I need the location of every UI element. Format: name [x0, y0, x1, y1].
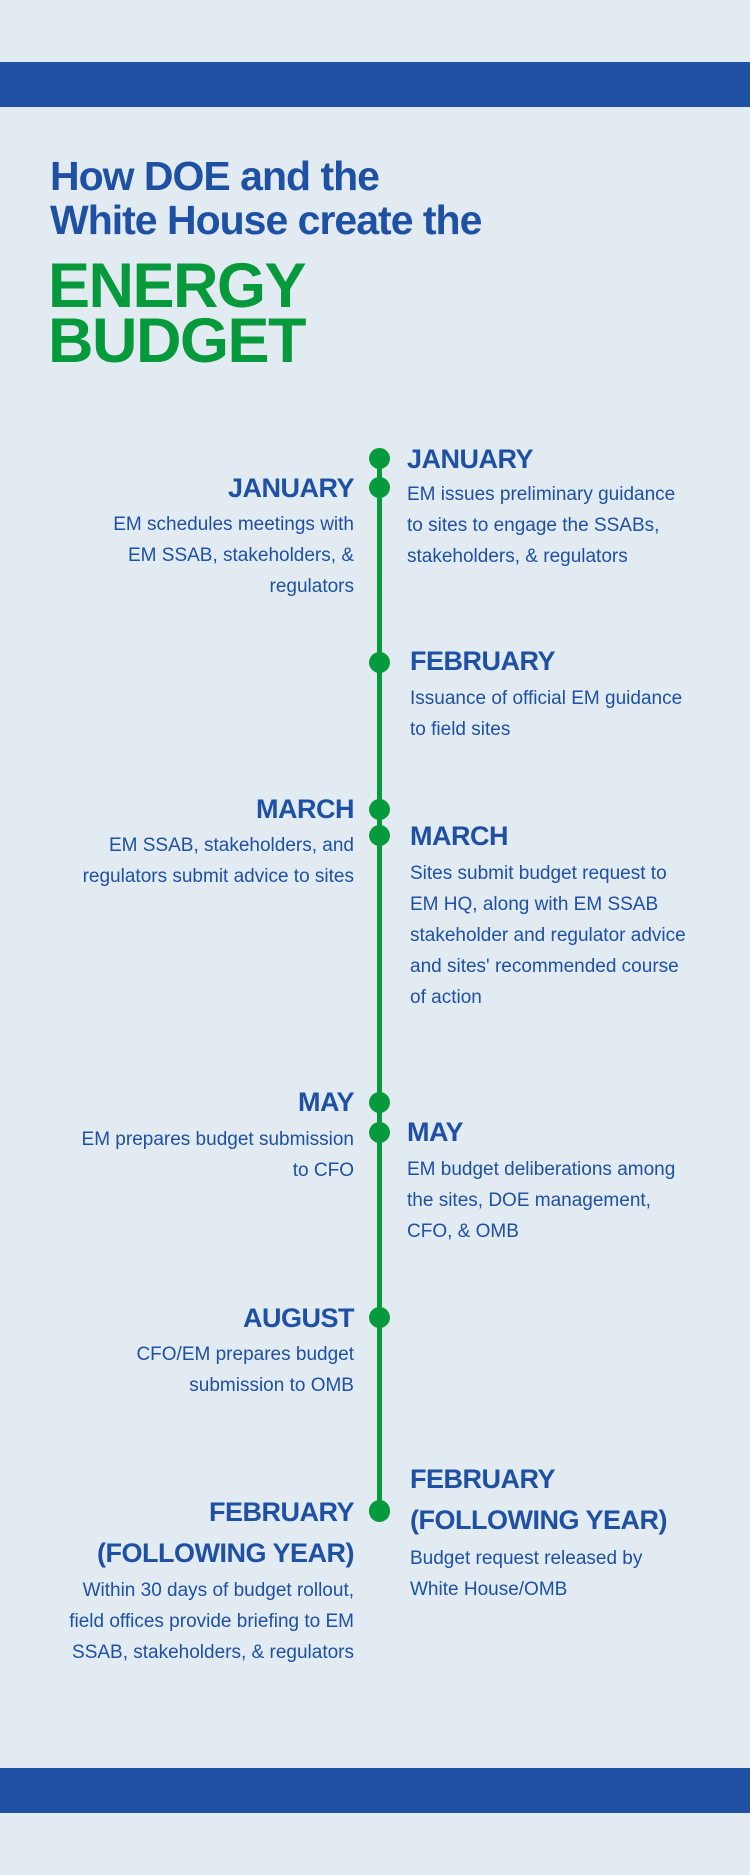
- event-description: CFO/EM prepares budget submission to OMB: [136, 1344, 354, 1396]
- top-banner-bar: [0, 62, 750, 107]
- event-description: Sites submit budget request to EM HQ, along with EM SSAB stakeholder and regulator advice and sites' recommended course of action: [410, 863, 686, 1008]
- event-month: FEBRUARY: [410, 646, 556, 676]
- event-month-qualifier: (FOLLOWING YEAR): [97, 1538, 354, 1568]
- event-month: FEBRUARY: [208, 1497, 354, 1527]
- timeline-dot: [369, 1307, 390, 1328]
- subtitle-line-1: How DOE and the: [50, 153, 379, 199]
- event-month: FEBRUARY: [410, 1464, 556, 1494]
- event-description: Issuance of official EM guidance to field sites: [410, 688, 683, 740]
- timeline-dot: [369, 1501, 390, 1522]
- event-description: EM budget deliberations among the sites, DOE management, CFO, & OMB: [407, 1159, 676, 1242]
- event-description: EM schedules meetings with EM SSAB, stakeholders, & regulators: [113, 514, 354, 597]
- timeline-dot: [369, 448, 390, 469]
- timeline-dot: [369, 799, 390, 820]
- event-month-qualifier: (FOLLOWING YEAR): [410, 1505, 667, 1535]
- title-budget: BUDGET: [48, 306, 305, 376]
- event-month: MARCH: [410, 821, 508, 851]
- event-month: AUGUST: [243, 1303, 354, 1333]
- event-description: Within 30 days of budget rollout, field offices provide briefing to EM SSAB, stakeholders, & regulators: [69, 1580, 354, 1663]
- timeline-dot: [369, 1122, 390, 1143]
- event-description: Budget request released by White House/OMB: [410, 1548, 643, 1600]
- event-month: JANUARY: [407, 444, 534, 474]
- event-description: EM issues preliminary guidance to sites to engage the SSABs, stakeholders, & regulators: [407, 484, 676, 567]
- bottom-banner-bar: [0, 1768, 750, 1813]
- timeline-dot: [369, 825, 390, 846]
- event-month: MARCH: [256, 794, 354, 824]
- event-month: MAY: [407, 1117, 464, 1147]
- event-month: MAY: [297, 1087, 354, 1117]
- timeline-axis: [377, 455, 382, 1515]
- event-description: EM SSAB, stakeholders, and regulators submit advice to sites: [82, 835, 354, 887]
- title-energy: ENERGY: [48, 251, 306, 321]
- event-description: EM prepares budget submission to CFO: [81, 1129, 354, 1181]
- timeline-dot: [369, 652, 390, 673]
- timeline-dot: [369, 477, 390, 498]
- timeline-dot: [369, 1092, 390, 1113]
- event-month: JANUARY: [227, 473, 354, 503]
- subtitle-line-2: White House create the: [50, 197, 482, 243]
